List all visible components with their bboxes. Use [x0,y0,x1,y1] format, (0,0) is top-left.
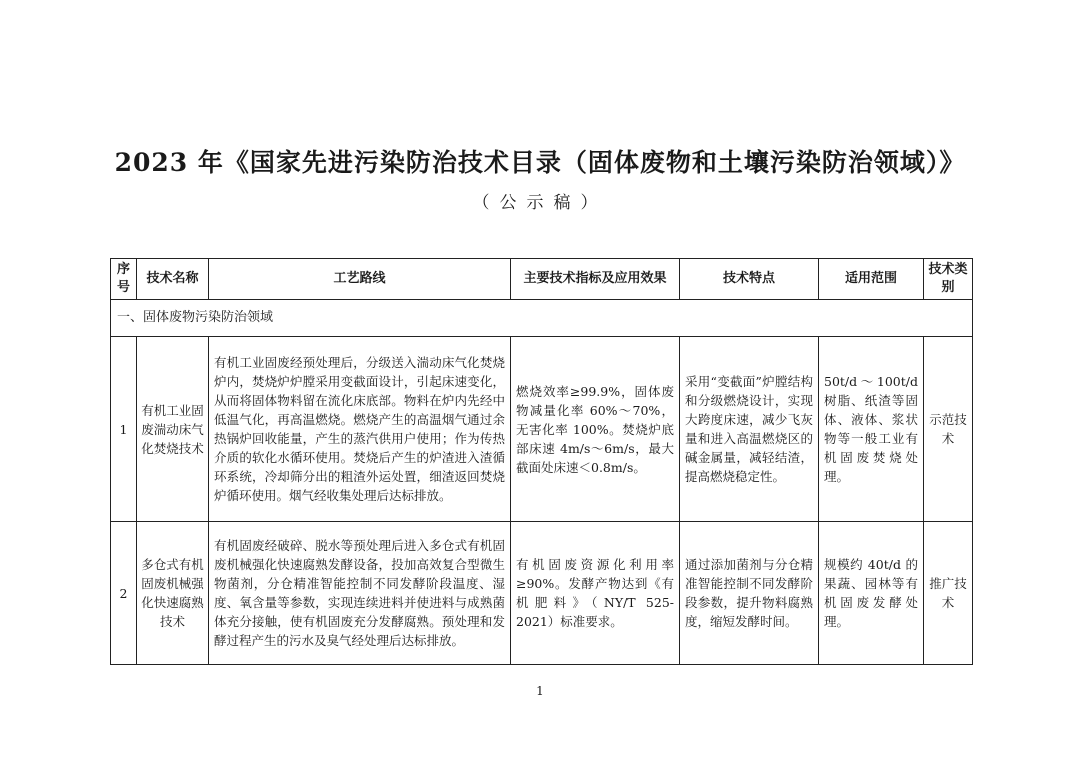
table-row [111,337,973,522]
cell-process: 有机固废经破碎、脱水等预处理后进入多仓式有机固废机械强化快速腐熟发酵设备，投加高效复合型微生物菌剂，分仓精准智能控制不同发酵阶段温度、湿度、氧含量等参数，实现连续进料并使进料与成熟菌体充分接触，使有机固废充分发酵腐熟。预处理和发酵过程产生的污水及臭气经处理后达标排放。 [209,522,511,665]
cell-scope: 规模约 40t/d 的果蔬、园林等有机固废发酵处理。 [819,522,924,665]
cell-features: 通过添加菌剂与分仓精准智能控制不同发酵阶段参数，提升物料腐熟度，缩短发酵时间。 [680,522,819,665]
table-row [111,522,973,665]
cell-category: 推广技术 [924,522,973,665]
page-number: 1 [536,684,544,698]
section-title: 一、固体废物污染防治领域 [111,300,973,337]
cell-scope: 50t/d～100t/d 树脂、纸渣等固体、液体、浆状物等一般工业有机固废焚烧处理。 [819,337,924,522]
document-subtitle: （公示稿） [472,193,608,213]
cell-no: 1 [111,337,137,522]
cell-name: 多仓式有机固废机械强化快速腐熟技术 [137,522,209,665]
cell-features: 采用“变截面”炉膛结构和分级燃烧设计，实现大跨度床速，减少飞灰量和进入高温燃烧区的碱金属量，减轻结渣，提高燃烧稳定性。 [680,337,819,522]
header-no: 序号 [111,259,137,300]
table-header-row [111,259,973,300]
header-process: 工艺路线 [209,259,511,300]
header-features: 技术特点 [680,259,819,300]
technology-table [110,258,973,665]
header-indicators: 主要技术指标及应用效果 [511,259,680,300]
document-title: 2023 年《国家先进污染防治技术目录（固体废物和土壤污染防治领域）》 [114,148,966,177]
header-name: 技术名称 [137,259,209,300]
header-category: 技术类别 [924,259,973,300]
cell-name: 有机工业固废湍动床气化焚烧技术 [137,337,209,522]
header-scope: 适用范围 [819,259,924,300]
cell-no: 2 [111,522,137,665]
cell-indicators: 有机固废资源化利用率≥90%。发酵产物达到《有机肥料》（NY/T 525-2021）标准要求。 [511,522,680,665]
cell-process: 有机工业固废经预处理后，分级送入湍动床气化焚烧炉内，焚烧炉炉膛采用变截面设计，引起床速变化，从而将固体物料留在流化床底部。物料在炉内先经中低温气化，再高温燃烧。燃烧产生的高温烟气通过余热锅炉回收能量，产生的蒸汽供用户使用；作为传热介质的软化水循环使用。焚烧后产生的炉渣进入渣循环系统，冷却筛分出的粗渣外运处置，细渣返回焚烧炉循环使用。烟气经收集处理后达标排放。 [209,337,511,522]
cell-indicators: 燃烧效率≥99.9%，固体废物减量化率 60%～70%，无害化率 100%。焚烧炉底部床速 4m/s～6m/s，最大截面处床速＜0.8m/s。 [511,337,680,522]
cell-category: 示范技术 [924,337,973,522]
section-row [111,300,973,337]
